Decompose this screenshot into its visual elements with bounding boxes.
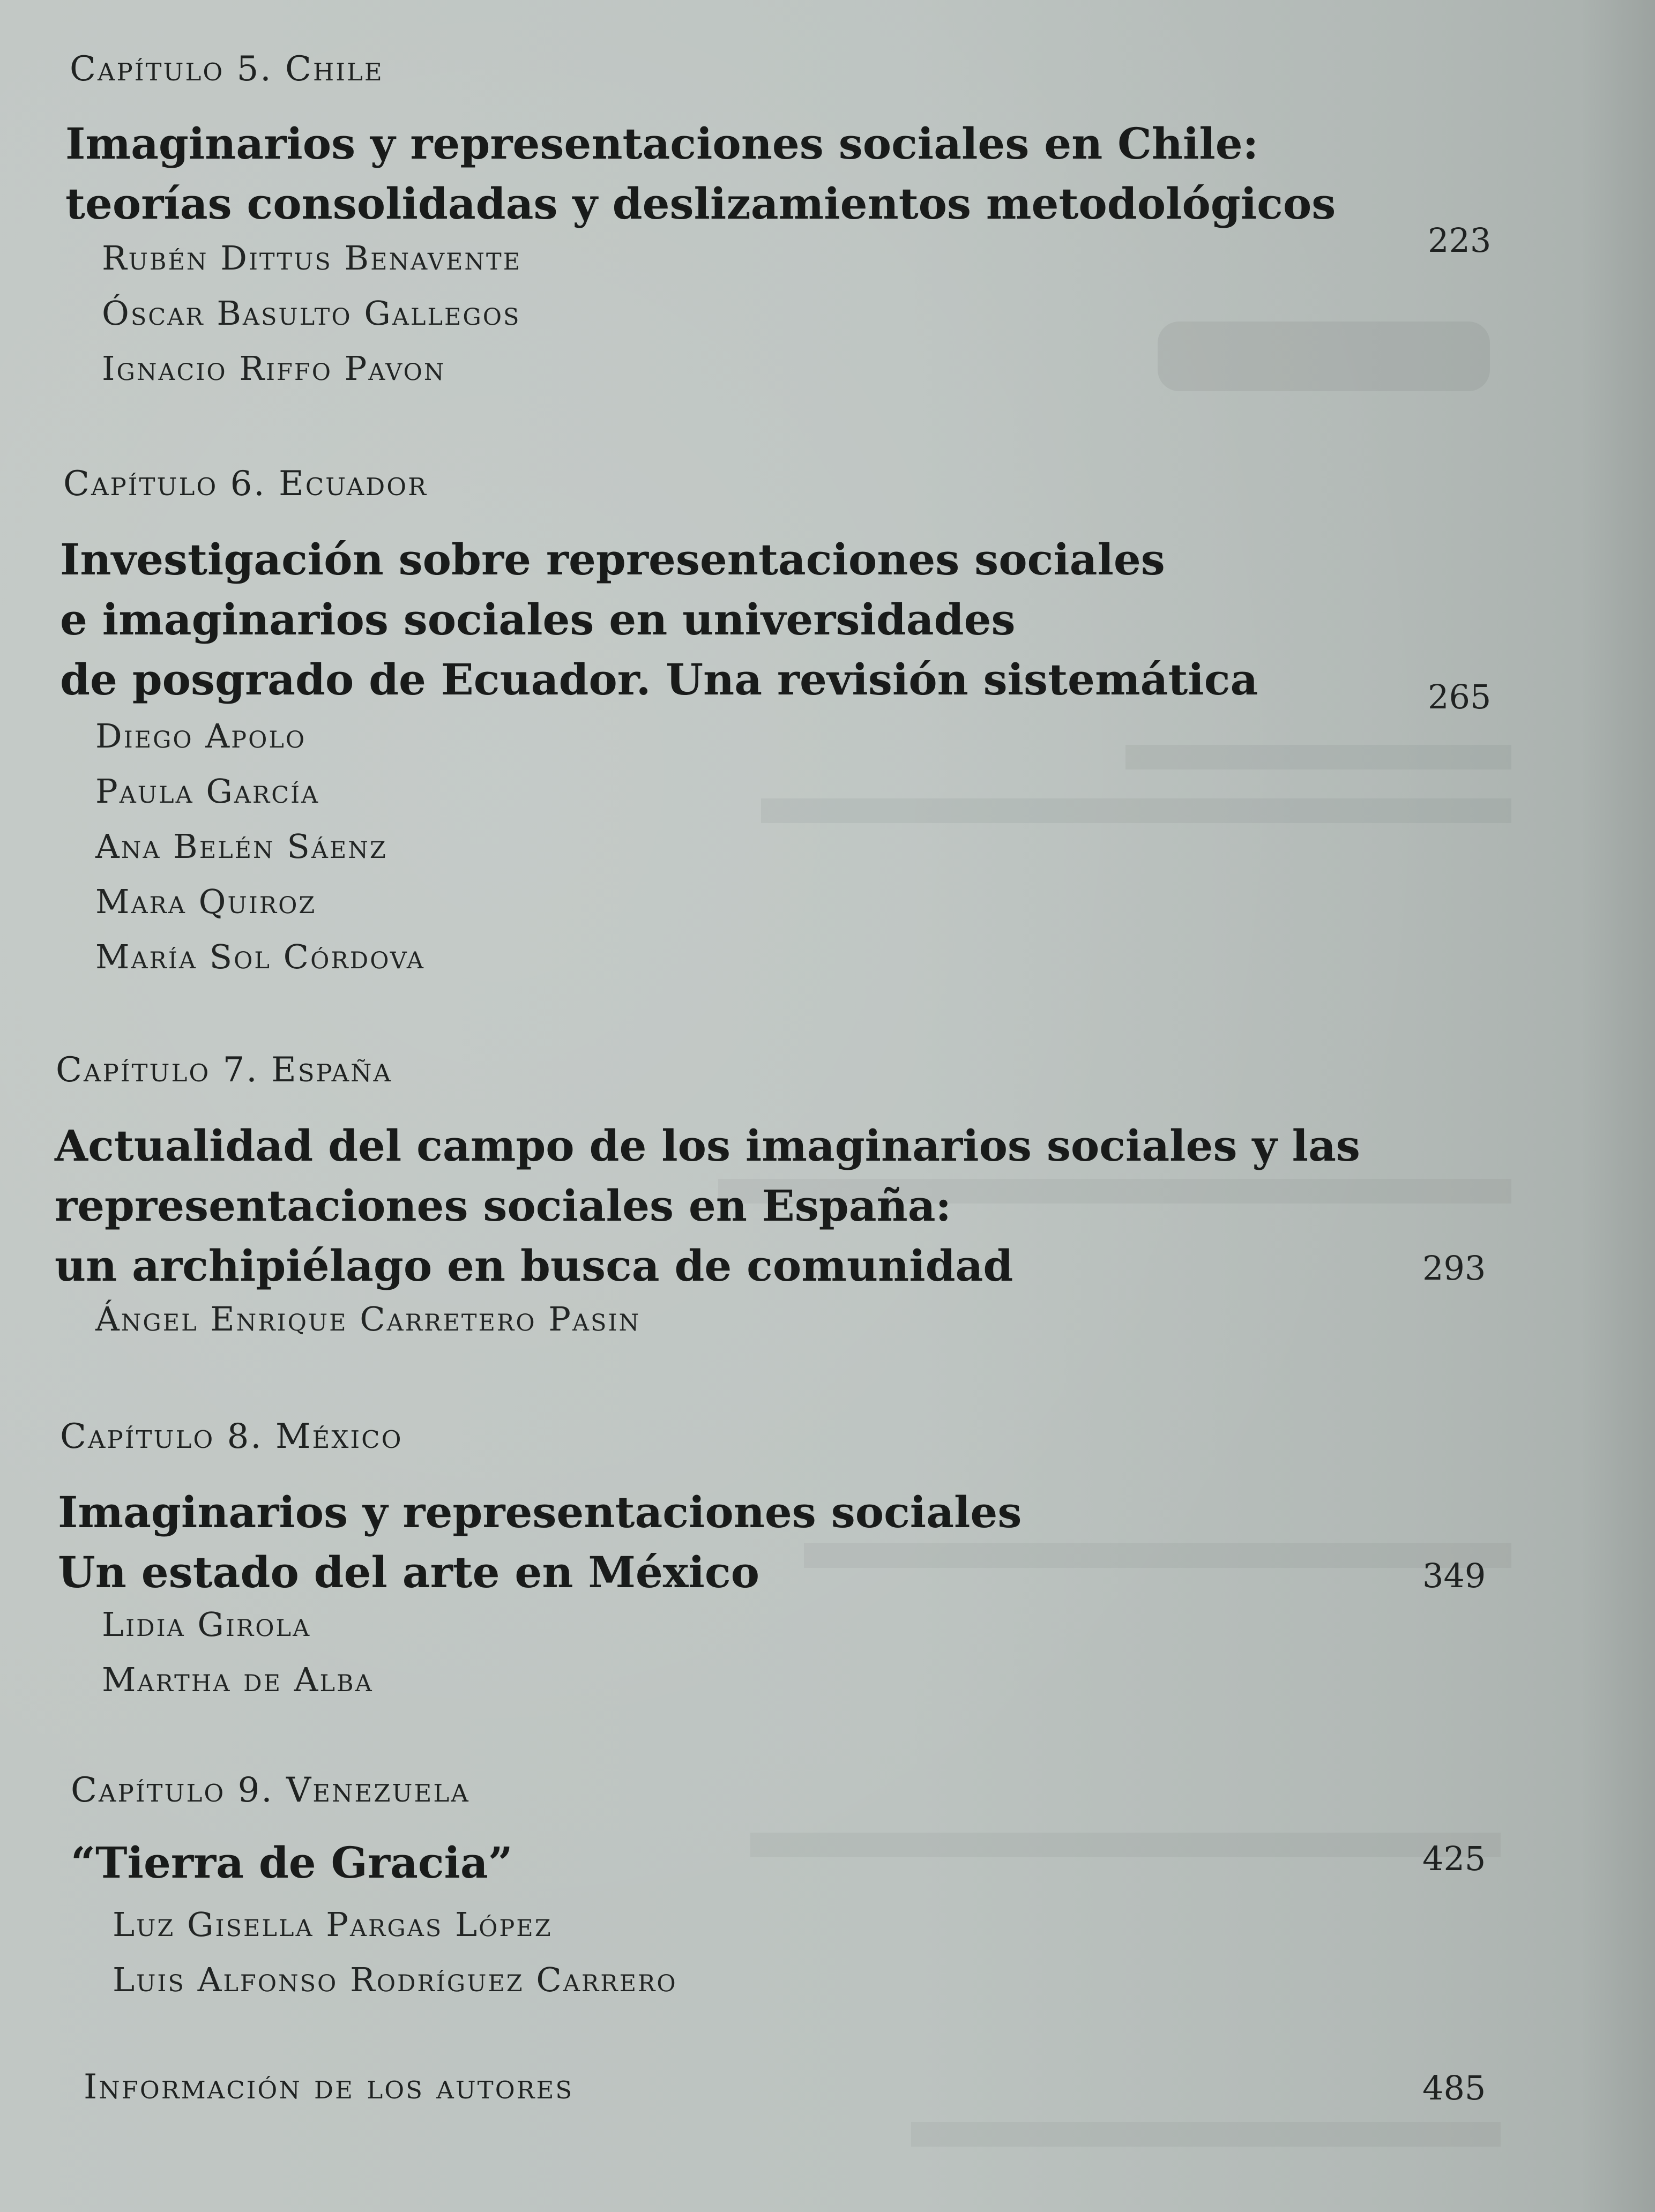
chapter-title-line: Un estado del arte en México <box>58 1547 759 1597</box>
page-number: 265 <box>1428 677 1492 716</box>
chapter-title-line: de posgrado de Ecuador. Una revisión sistemática <box>60 654 1258 705</box>
page-number: 425 <box>1422 1839 1486 1878</box>
chapter-title-line: Imaginarios y representaciones sociales <box>58 1487 1022 1537</box>
author-name: Diego Apolo <box>95 716 307 756</box>
section-label: Información de los autores <box>84 2067 574 2107</box>
chapter-authors <box>95 708 425 984</box>
show-through-line <box>911 2122 1501 2147</box>
chapter-title <box>60 529 1258 709</box>
chapter-title-line: e imaginarios sociales en universidades <box>60 594 1016 645</box>
author-name: Ignacio Riffo Pavon <box>102 349 446 388</box>
chapter-title-line: Actualidad del campo de los imaginarios sociales y las <box>55 1120 1360 1171</box>
author-name: Rubén Dittus Benavente <box>102 238 522 278</box>
chapter-label: Capítulo 8. México <box>60 1417 403 1456</box>
author-name: Ana Belén Sáenz <box>95 827 387 866</box>
chapter-label: Capítulo 6. Ecuador <box>63 464 428 504</box>
author-name: Óscar Basulto Gallegos <box>102 294 521 333</box>
show-through-line <box>761 798 1511 823</box>
author-name: Luz Gisella Pargas López <box>113 1905 553 1944</box>
author-name: Lidia Girola <box>102 1605 311 1644</box>
chapter-title <box>65 114 1336 234</box>
page-number: 223 <box>1428 221 1492 260</box>
chapter-label: Capítulo 9. Venezuela <box>71 1770 470 1810</box>
chapter-title-line: un archipiélago en busca de comunidad <box>55 1240 1013 1291</box>
chapter-title <box>71 1833 513 1893</box>
author-name: Mara Quiroz <box>95 882 317 921</box>
page-number: 293 <box>1422 1249 1486 1288</box>
show-through-line <box>1125 745 1511 769</box>
chapter-authors <box>102 230 521 396</box>
chapter-label: Capítulo 5. Chile <box>70 49 384 89</box>
chapter-authors <box>95 1291 640 1347</box>
page-number: 485 <box>1422 2068 1486 2108</box>
chapter-title-line: Investigación sobre representaciones sociales <box>60 534 1165 585</box>
author-name: Paula García <box>95 772 320 811</box>
chapter-title-line: teorías consolidadas y deslizamientos metodológicos <box>65 178 1336 229</box>
chapter-title-line: representaciones sociales en España: <box>55 1180 952 1231</box>
chapter-title <box>58 1482 1022 1602</box>
author-name: Martha de Alba <box>102 1660 374 1699</box>
chapter-authors <box>113 1897 677 2007</box>
chapter-title-line: Imaginarios y representaciones sociales en Chile: <box>65 118 1259 169</box>
show-through-heading <box>1158 322 1490 391</box>
author-name: María Sol Córdova <box>95 937 425 976</box>
author-name: Ángel Enrique Carretero Pasin <box>95 1299 641 1339</box>
chapter-title-line: “Tierra de Gracia” <box>71 1837 513 1888</box>
show-through-line <box>750 1833 1501 1857</box>
chapter-title <box>55 1116 1360 1296</box>
page-edge-shadow <box>1580 0 1655 2212</box>
chapter-label: Capítulo 7. España <box>56 1050 393 1090</box>
chapter-authors <box>102 1597 374 1707</box>
author-name: Luis Alfonso Rodríguez Carrero <box>113 1960 677 1999</box>
page-number: 349 <box>1422 1556 1486 1595</box>
